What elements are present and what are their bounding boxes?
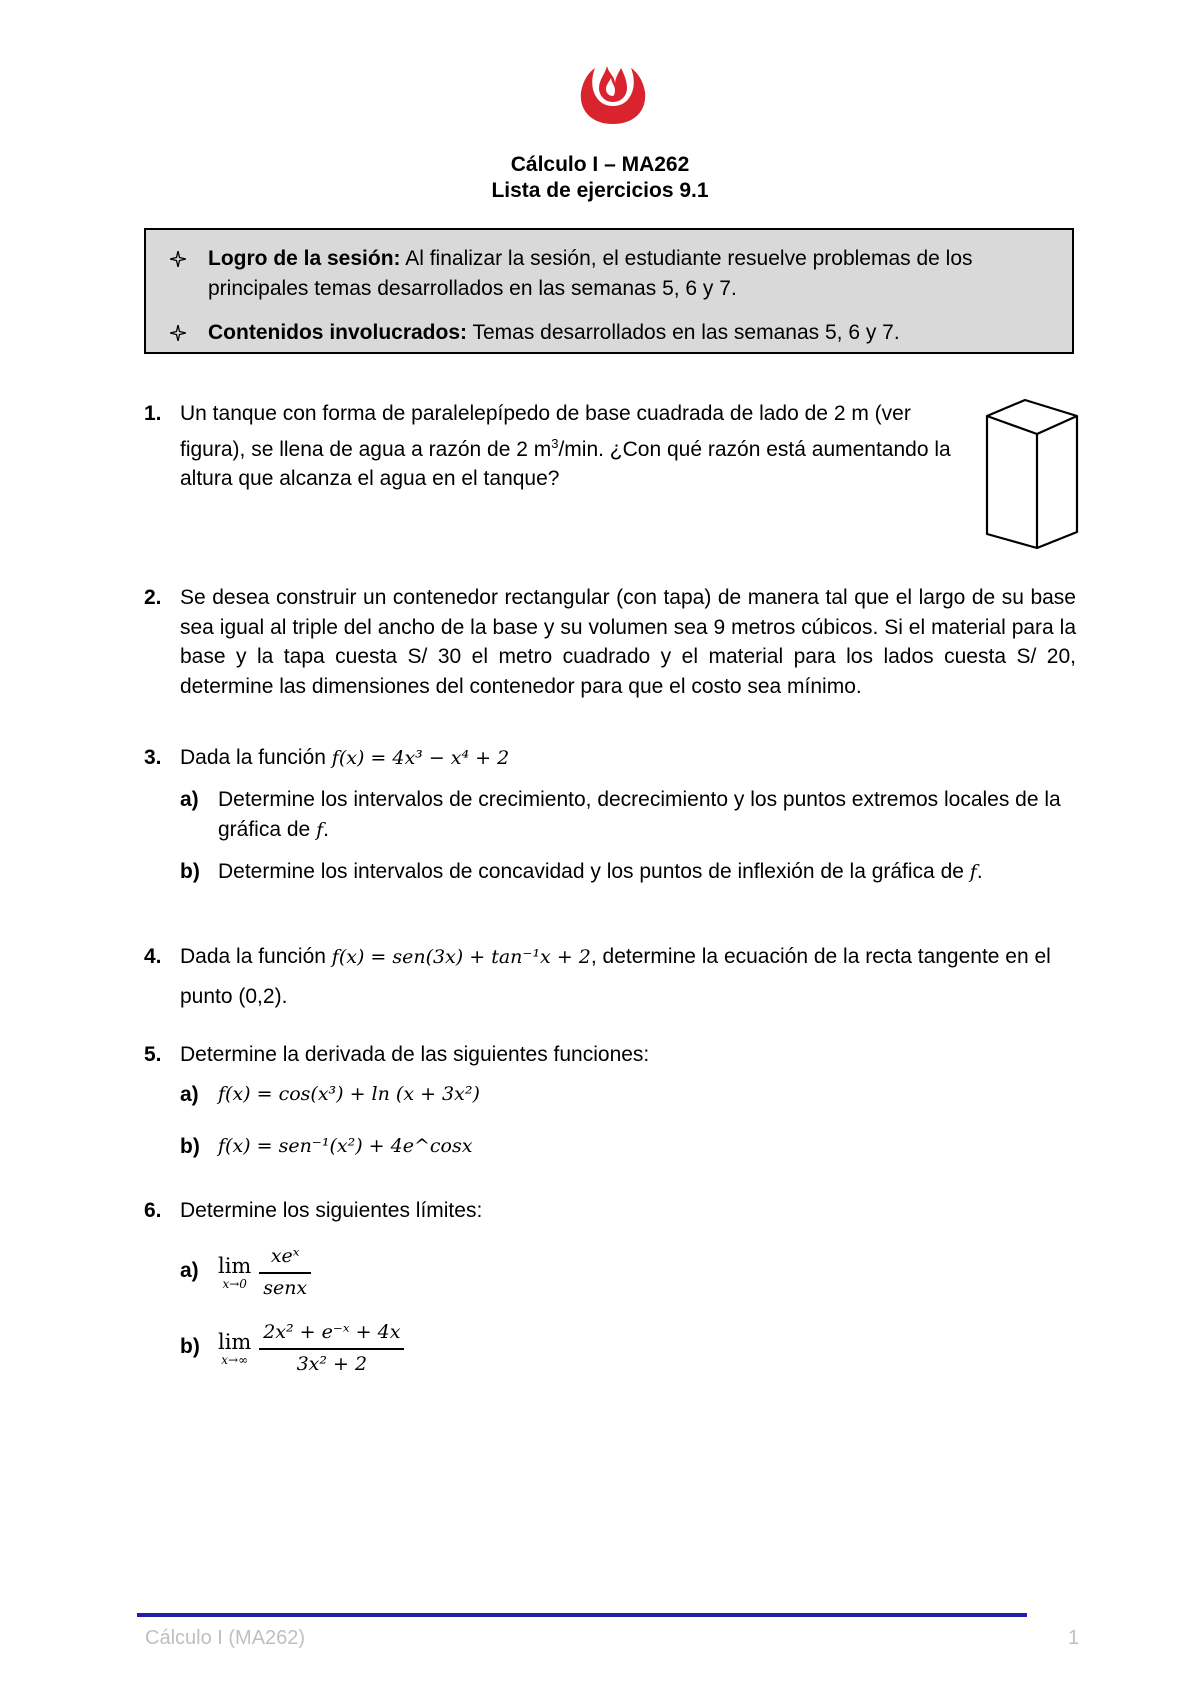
exercise-1-text-a: Un tanque con forma de paralelepípedo de base cuadrada de lado de 2 m (ver figura), se llena de agua a razón de 2 m [180, 402, 911, 461]
exercise-3b-text: Determine los intervalos de concavidad y los puntos de inflexión de la gráfica de [218, 860, 970, 883]
exercise-3 [144, 743, 1076, 774]
upc-flame-logo-icon [575, 56, 651, 126]
exercise-number: 4. [144, 945, 162, 968]
contenidos-label: Contenidos involucrados: [208, 321, 468, 344]
footer-divider [137, 1613, 1027, 1617]
document-title: Cálculo I – MA262 [510, 153, 690, 176]
exercise-6a [180, 1242, 1076, 1303]
exercise-6 [144, 1196, 1076, 1226]
lim-word: lim [218, 1253, 252, 1278]
exercise-1-superscript: 3 [551, 435, 559, 451]
limit-subscript: x→0 [222, 1276, 247, 1291]
exercise-4-formula: f(x) = sen(3x) + tan⁻¹x + 2 [331, 946, 591, 968]
item-letter: b) [180, 860, 200, 883]
numerator: xeˣ [259, 1242, 311, 1274]
exercise-1 [144, 399, 964, 494]
logro-label: Logro de la sesión: [208, 247, 401, 270]
function-symbol: f [316, 818, 324, 841]
logro-text: Al finalizar la sesión, el estudiante resuelve problemas de los principales temas desarrollados en las semanas 5, 6 y 7. [208, 247, 973, 300]
exercise-3a [180, 785, 1076, 845]
page-number: 1 [1068, 1627, 1080, 1649]
limit-subscript: x→∞ [221, 1352, 249, 1367]
rectangular-prism-figure [985, 398, 1079, 550]
item-letter: b) [180, 1335, 200, 1358]
exercise-number: 2. [144, 586, 162, 609]
exercise-5a [180, 1080, 1076, 1110]
exercise-5-text: Determine la derivada de las siguientes funciones: [180, 1043, 650, 1066]
function-symbol: f [969, 861, 977, 883]
exercise-4-text-end: , determine la ecuación de la recta tangente en el punto (0,2). [180, 945, 1051, 1008]
document-subtitle: Lista de ejercicios 9.1 [491, 179, 709, 202]
objective-contenidos [170, 318, 1060, 348]
four-point-star-icon [170, 318, 190, 350]
four-point-star-icon [170, 244, 190, 276]
exercise-2-text: Se desea construir un contenedor rectangular (con tapa) de manera tal que el largo de su base sea igual al triple del ancho de la base y su volumen sea 9 metros cúbicos. Si el material para la base y la tapa cuesta S/ 30 el metro cuadrado y el material para los lados cuesta S/ 20, determine las dimensiones del contenedor para que el costo sea mínimo. [180, 586, 1076, 698]
session-objectives-box [144, 228, 1074, 354]
exercise-number: 1. [144, 402, 162, 425]
limit-operator [218, 1331, 251, 1367]
period: . [976, 860, 983, 883]
exercise-5b-formula: f(x) = sen⁻¹(x²) + 4e^cosx [218, 1135, 473, 1157]
footer-course: Cálculo I (MA262) [145, 1627, 306, 1649]
item-letter: a) [180, 1259, 199, 1282]
exercise-6-text: Determine los siguientes límites: [180, 1199, 483, 1222]
item-letter: b) [180, 1135, 200, 1158]
fraction [259, 1318, 404, 1379]
limit-operator [218, 1255, 251, 1291]
denominator: senx [263, 1276, 308, 1299]
exercise-5 [144, 1040, 1076, 1070]
exercise-number: 5. [144, 1043, 162, 1066]
exercise-2 [144, 583, 1076, 701]
exercise-4 [144, 937, 1076, 1017]
denominator: 3x² + 2 [296, 1352, 368, 1375]
exercise-number: 3. [144, 746, 162, 769]
exercise-3-formula: f(x) = 4x³ − x⁴ + 2 [331, 747, 510, 769]
exercise-6b [180, 1318, 1076, 1379]
exercise-4-text: Dada la función [180, 945, 332, 968]
item-letter: a) [180, 788, 199, 811]
exercise-3-text: Dada la función [180, 746, 332, 769]
exercise-5a-formula: f(x) = cos(x³) + ln (x + 3x²) [218, 1083, 480, 1105]
objective-logro [170, 244, 1060, 304]
numerator: 2x² + e⁻ˣ + 4x [259, 1318, 404, 1350]
exercise-3a-text: Determine los intervalos de crecimiento, decrecimiento y los puntos extremos locales de la gráfica de [218, 788, 1061, 841]
exercise-1-text-b: /min. ¿Con qué razón está aumentando la altura que alcanza el agua en el tanque? [180, 437, 951, 490]
exercise-5b [180, 1132, 1076, 1162]
fraction [259, 1242, 311, 1303]
lim-word: lim [218, 1329, 252, 1354]
item-letter: a) [180, 1083, 199, 1106]
exercise-3b [180, 857, 1076, 888]
period: . [323, 817, 329, 841]
exercise-number: 6. [144, 1199, 162, 1222]
contenidos-text: Temas desarrollados en las semanas 5, 6 y 7. [467, 321, 900, 344]
